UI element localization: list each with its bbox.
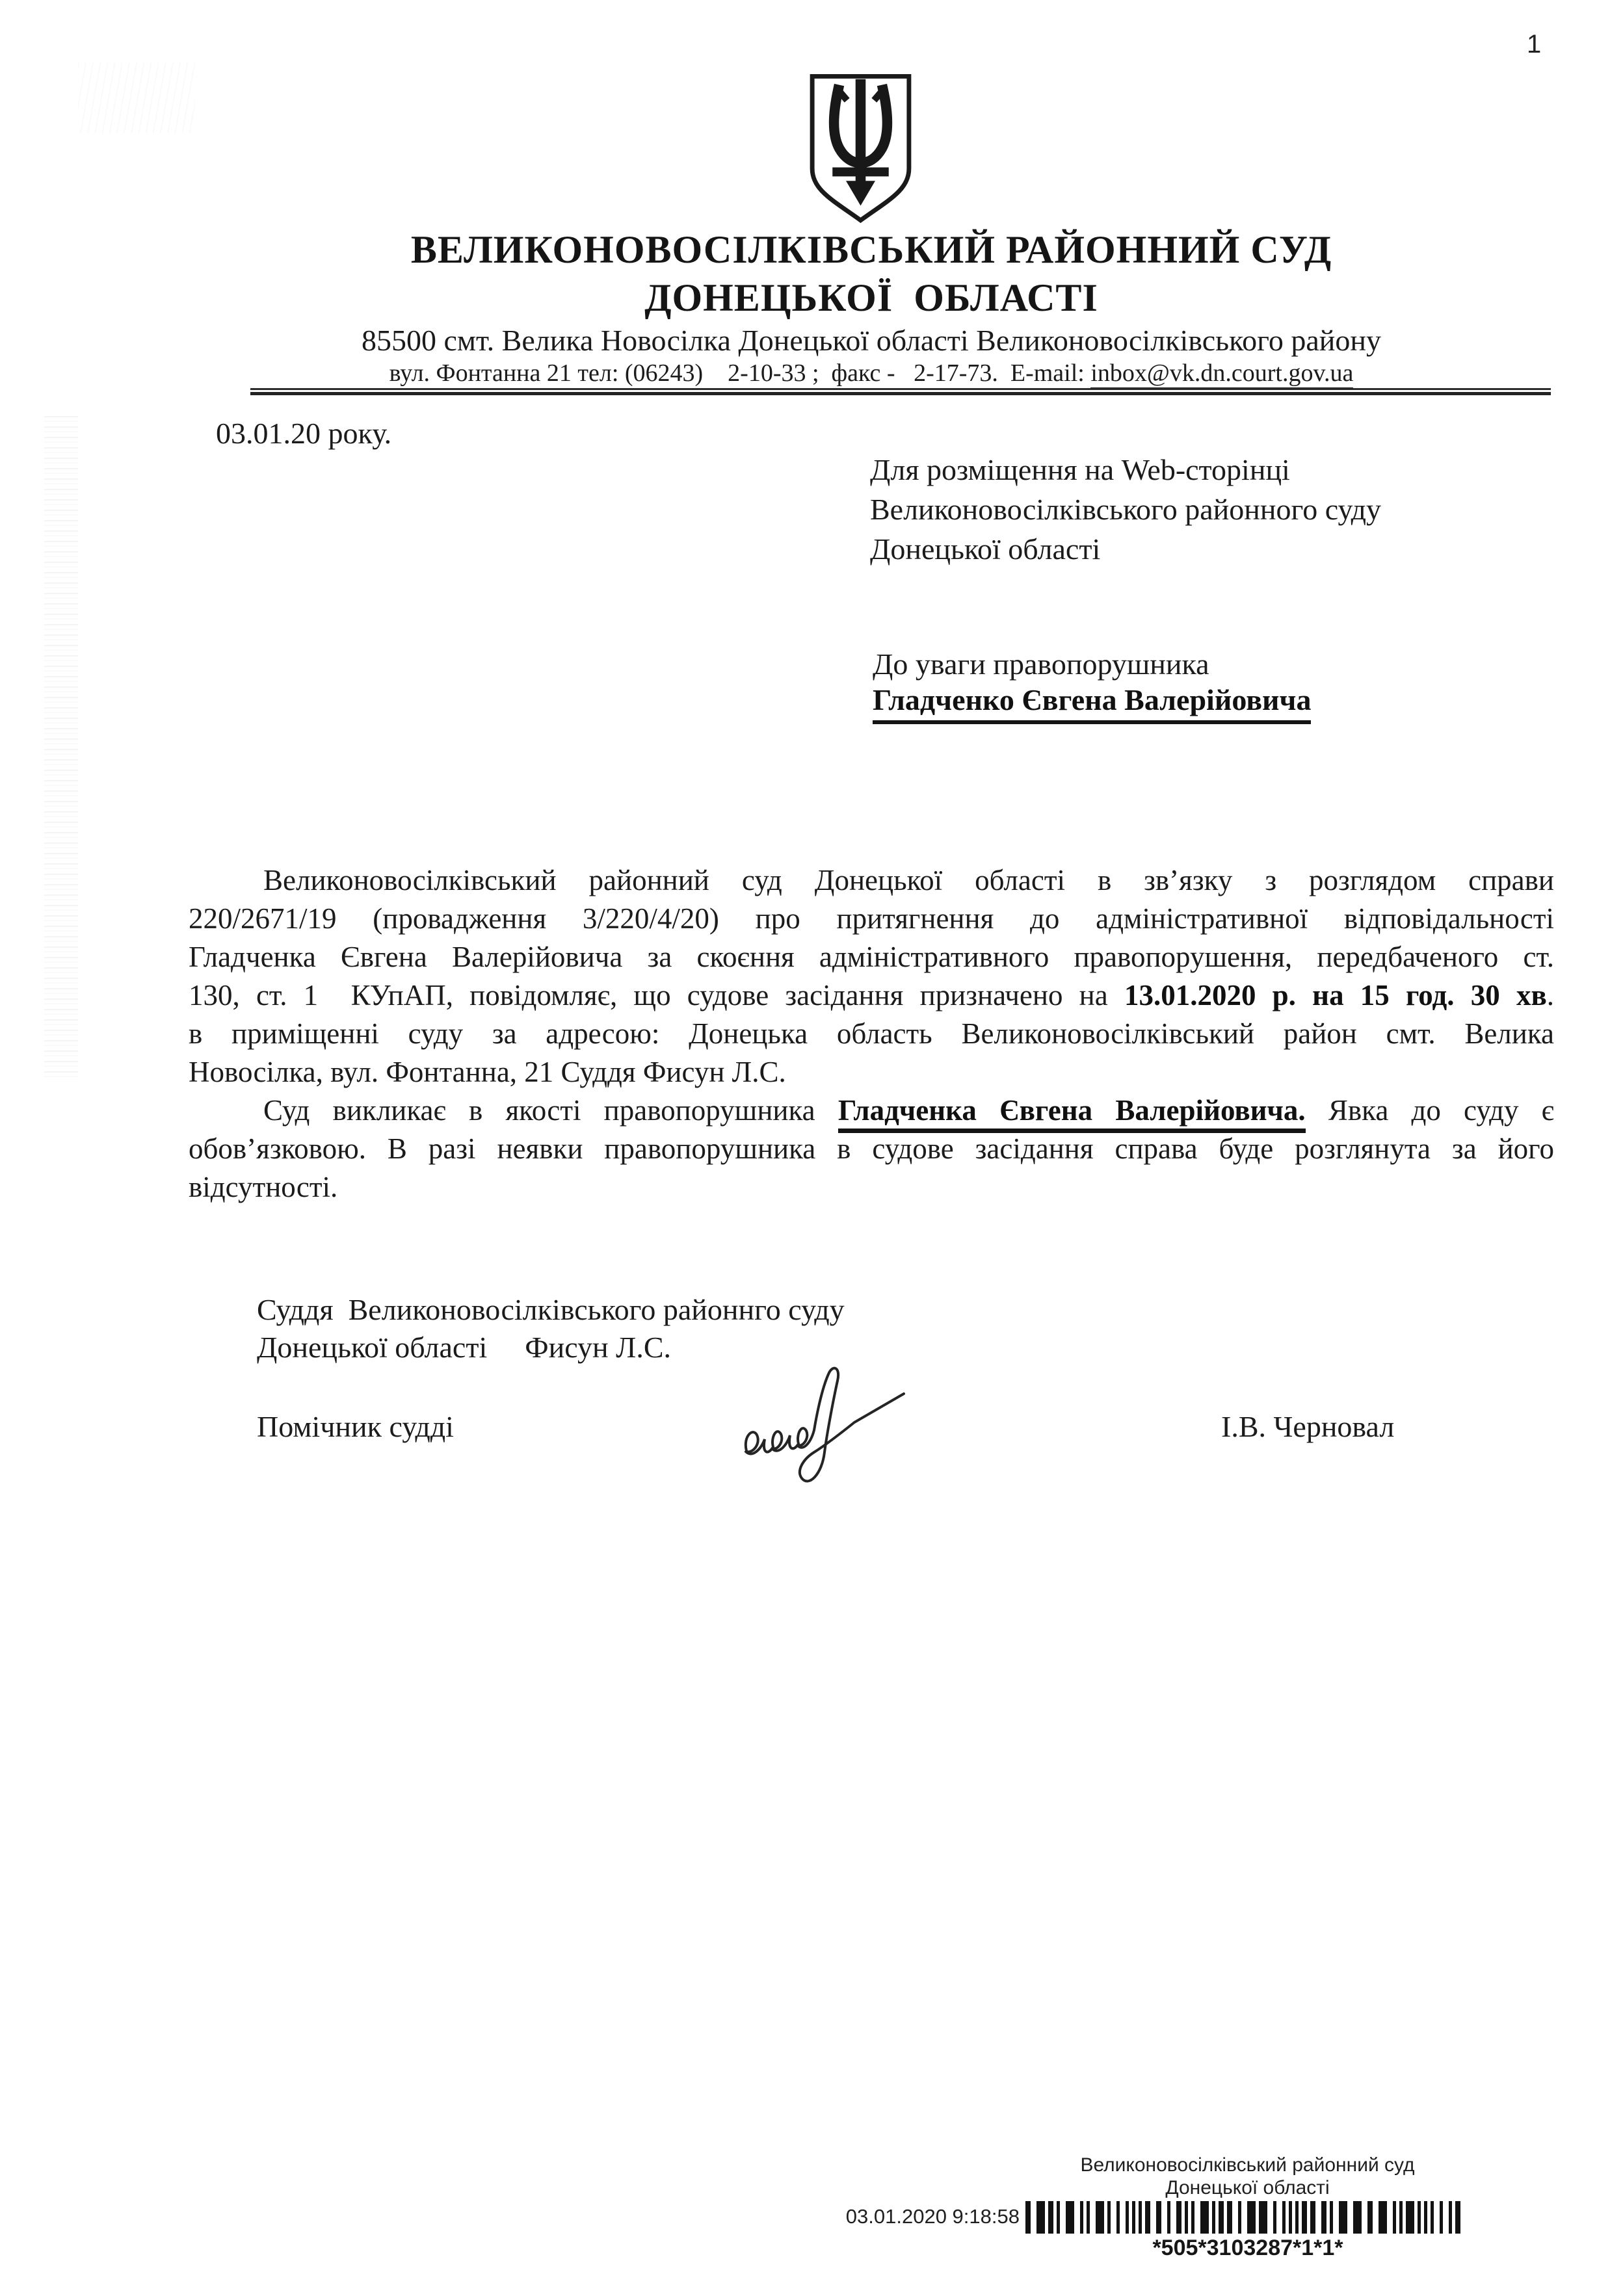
barcode-bar xyxy=(1247,2201,1256,2234)
barcode-value: *505*3103287*1*1* xyxy=(1152,2236,1343,2260)
barcode-bar xyxy=(1066,2201,1074,2234)
body-text-segment: в приміщенні суду за адресою: Донецька область Великоновосілківський район смт. Велика xyxy=(189,1017,1554,1050)
body-text-segment: . xyxy=(1546,979,1554,1011)
body-text-segment: Явка до суду є xyxy=(1305,1094,1554,1127)
barcode-bar xyxy=(1353,2201,1362,2234)
footer-court-line2: Донецької області xyxy=(1165,2177,1330,2198)
barcode-bar xyxy=(1339,2201,1347,2234)
barcode-bar xyxy=(1424,2201,1427,2234)
barcode-bar xyxy=(1025,2201,1031,2234)
offender-name-heading: Гладченко Євгена Валерійовича xyxy=(873,683,1311,724)
barcode-icon xyxy=(1025,2201,1470,2234)
court-title-line2: ДОНЕЦЬКОЇ ОБЛАСТІ xyxy=(644,276,1098,319)
body-line xyxy=(189,976,1554,1015)
barcode-bar xyxy=(1330,2201,1333,2234)
court-email: inbox@vk.dn.court.gov.ua xyxy=(1090,359,1353,389)
barcode-bar xyxy=(1321,2201,1326,2234)
barcode-bar xyxy=(1406,2201,1414,2234)
body-text-segment: відсутності. xyxy=(189,1171,338,1203)
barcode-bar xyxy=(1048,2201,1053,2234)
barcode-bar xyxy=(1096,2201,1104,2234)
judge-name: Фисун Л.С. xyxy=(525,1331,672,1364)
header-divider-rule xyxy=(250,388,1551,395)
barcode-bar xyxy=(1145,2201,1150,2234)
body-text-segment: 130, ст. 1 КУпАП, повідомляє, що судове засідання призначено на xyxy=(189,979,1124,1011)
barcode-bar xyxy=(1282,2201,1286,2234)
barcode-bar xyxy=(1167,2201,1170,2234)
body-text-segment: обов’язковою. В разі неявки правопорушника в судове засідання справа буде розглянута за його xyxy=(189,1132,1554,1165)
barcode-bar xyxy=(1139,2201,1142,2234)
barcode-bar xyxy=(1393,2201,1396,2234)
barcode-bar xyxy=(1107,2201,1111,2234)
ukraine-trident-emblem-icon xyxy=(804,73,917,225)
barcode-bar xyxy=(1176,2201,1181,2234)
judge-signature-line1: Суддя Великоновосілківського районнго суду xyxy=(257,1293,845,1326)
body-text-segment: Новосілка, вул. Фонтанна, 21 Суддя Фисун Л.С. xyxy=(189,1056,786,1088)
barcode-bar xyxy=(1418,2201,1421,2234)
page-number: 1 xyxy=(1527,30,1542,59)
court-address-line1: 85500 смт. Велика Новосілка Донецької області Великоновосілківського району xyxy=(362,324,1381,357)
barcode-bar xyxy=(1238,2201,1241,2234)
body-line xyxy=(189,1130,1554,1168)
body-text xyxy=(189,861,1554,1207)
body-line xyxy=(189,1053,1554,1091)
body-line xyxy=(189,1091,1554,1130)
body-line xyxy=(189,1015,1554,1053)
scan-noise-top-left xyxy=(78,62,195,133)
court-address-line2 xyxy=(189,359,1554,387)
barcode-bar xyxy=(1302,2201,1307,2234)
barcode-bar xyxy=(1200,2201,1209,2234)
recipient-line: Донецької області xyxy=(870,532,1101,566)
barcode-bar xyxy=(1449,2201,1452,2234)
barcode-bar xyxy=(1132,2201,1135,2234)
body-line xyxy=(189,900,1554,938)
body-line xyxy=(189,861,1554,900)
barcode-bar xyxy=(1399,2201,1403,2234)
barcode-bar xyxy=(1036,2201,1045,2234)
barcode-bar xyxy=(1310,2201,1315,2234)
recipient-line: Для розміщення на Web-сторінці xyxy=(870,453,1290,486)
barcode-bar xyxy=(1289,2201,1292,2234)
attention-line: До уваги правопорушника xyxy=(873,647,1209,681)
court-contacts-text: вул. Фонтанна 21 тел: (06243) 2-10-33 ; факс - 2-17-73. E-mail: xyxy=(389,359,1091,387)
barcode-bar xyxy=(1156,2201,1161,2234)
barcode-bar xyxy=(1379,2201,1387,2234)
barcode-bar xyxy=(1126,2201,1129,2234)
judge-signature-line2 xyxy=(257,1330,671,1364)
footer-court-line1: Великоновосілківський районний суд xyxy=(1080,2154,1415,2176)
scan-noise-left-edge xyxy=(44,416,78,1079)
handwritten-signature-icon xyxy=(733,1347,929,1509)
barcode-bar xyxy=(1273,2201,1276,2234)
barcode-bar xyxy=(1212,2201,1215,2234)
barcode-bar xyxy=(1259,2201,1267,2234)
body-line xyxy=(189,938,1554,976)
barcode-bar xyxy=(1191,2201,1194,2234)
assistant-name: І.В. Черновал xyxy=(1221,1410,1395,1443)
recipient-block xyxy=(870,450,1381,569)
barcode-bar xyxy=(1367,2201,1373,2234)
barcode-bar xyxy=(1057,2201,1060,2234)
barcode-bar xyxy=(1431,2201,1434,2234)
barcode-bar xyxy=(1440,2201,1443,2234)
body-emphasis-text: 13.01.2020 р. на 15 год. 30 хв xyxy=(1124,979,1547,1011)
barcode-bar xyxy=(1080,2201,1083,2234)
barcode-bar xyxy=(1295,2201,1299,2234)
barcode-bar xyxy=(1185,2201,1188,2234)
assistant-label: Помічник судді xyxy=(257,1410,454,1443)
body-emphasis-text: Гладченка Євгена Валерійовича. xyxy=(838,1094,1306,1133)
barcode-bar xyxy=(1455,2201,1460,2234)
barcode-bar xyxy=(1116,2201,1120,2234)
recipient-line: Великоновосілківського районного суду xyxy=(870,493,1382,526)
body-text-segment: Гладченка Євгена Валерійовича за скоєння адміністративного правопорушення, передбаченого ст. xyxy=(189,941,1554,973)
footer-timestamp: 03.01.2020 9:18:58 xyxy=(845,2205,1020,2228)
letter-date: 03.01.20 року. xyxy=(216,417,392,450)
barcode-bar xyxy=(1219,2201,1224,2234)
judge-region-label: Донецької області xyxy=(257,1331,488,1364)
body-text-segment: Суд викликає в якості правопорушника xyxy=(263,1094,838,1127)
body-text-segment: 220/2671/19 (провадження 3/220/4/20) про притягнення до адміністративної відповідальності xyxy=(189,902,1554,935)
body-line xyxy=(189,1168,1554,1207)
court-title-line1: ВЕЛИКОНОВОСІЛКІВСЬКИЙ РАЙОННИЙ СУД xyxy=(410,228,1332,271)
body-text-segment: Великоновосілківський районний суд Донецької області в зв’язку з розглядом справи xyxy=(263,864,1554,896)
barcode-bar xyxy=(1227,2201,1232,2234)
barcode-bar xyxy=(1087,2201,1090,2234)
